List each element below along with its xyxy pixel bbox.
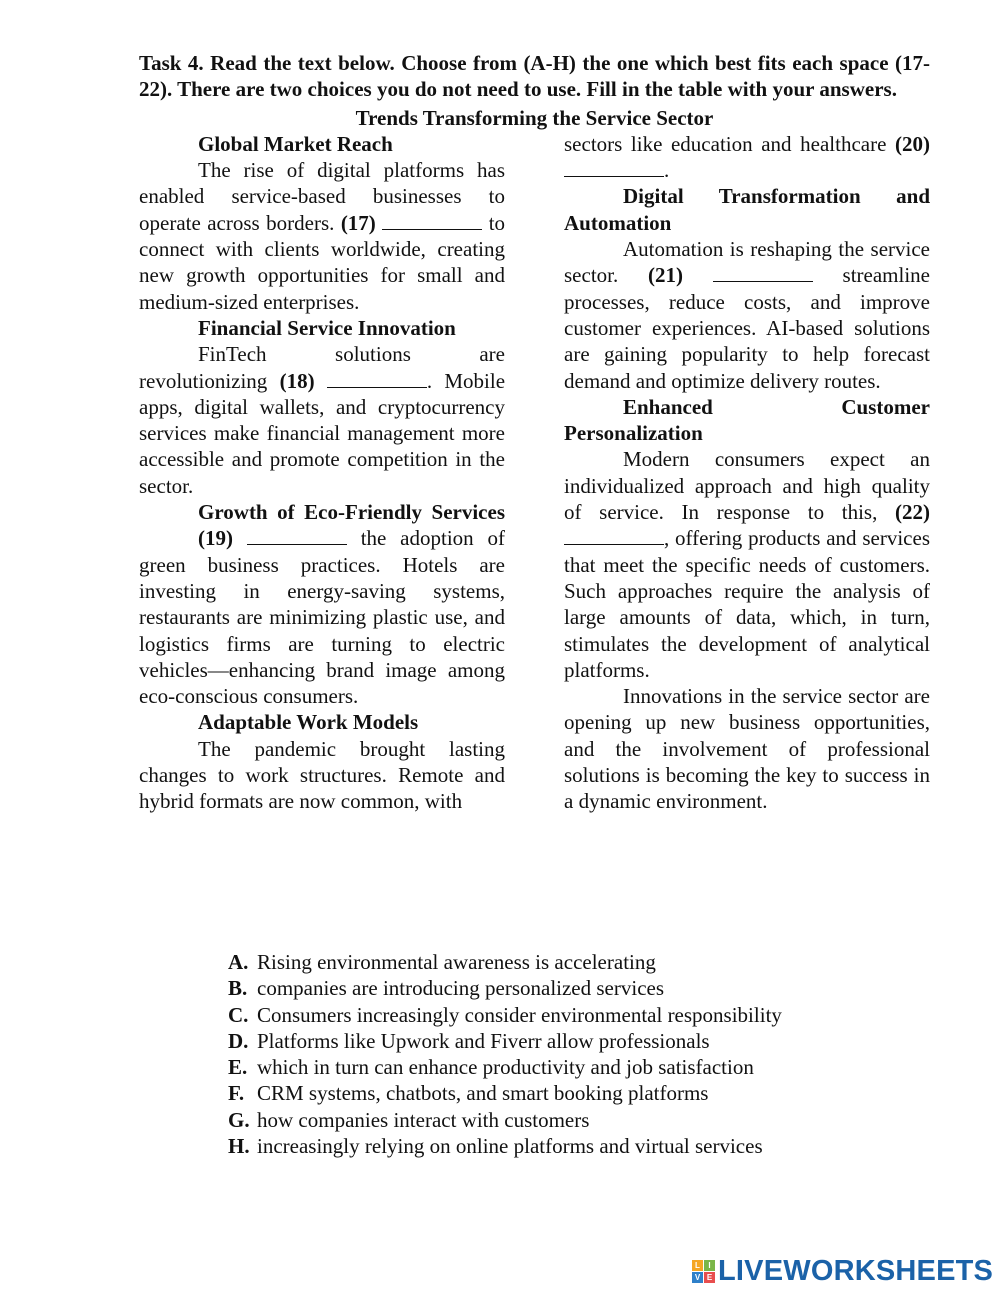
heading-adaptable-work-models: Adaptable Work Models	[198, 710, 419, 735]
gap-19-blank[interactable]	[247, 527, 347, 545]
task-instruction: Task 4. Read the text below. Choose from (A-H) the one which best fits each space (17-22). There are two choices you do not need to use. Fill in the table with your answers.	[139, 51, 930, 102]
gap-18-blank[interactable]	[327, 370, 427, 388]
gap-22-blank[interactable]	[564, 527, 664, 545]
heading-customer-personalization: Enhanced Customer Personalization	[564, 394, 930, 446]
heading-eco-friendly-services: Growth of Eco-Friendly Services	[198, 500, 505, 525]
right-column	[564, 131, 930, 815]
gap-20-blank[interactable]	[564, 159, 664, 177]
paragraph-conclusion: Innovations in the service sector are opening up new business opportunities, and the involvement of professional solutions is becoming the key to success in a dynamic environment.	[564, 684, 930, 814]
logo-mark-e: E	[704, 1272, 715, 1283]
gap-17-label: (17)	[340, 210, 376, 235]
liveworksheets-logo-icon	[692, 1260, 715, 1283]
gap-17-blank[interactable]	[382, 212, 482, 230]
paragraph-financial-service-innovation: FinTech solutions are revolutionizing (18) . Mobile apps, digital wallets, and cryptocurrency services make financial management more accessible and promote competition in the sector.	[139, 342, 506, 498]
paragraph-digital-transformation: Automation is reshaping the service sector. (21) streamline processes, reduce costs, and improve customer experiences. AI-based solutions are gaining popularity to help forecast demand and optimize delivery routes.	[564, 237, 930, 393]
paragraph-eco-friendly-services: (19) the adoption of green business practices. Hotels are investing in energy-saving systems, restaurants are minimizing plastic use, and logistics firms are turning to electric vehicles—enhancing brand image among eco-conscious consumers.	[139, 526, 506, 709]
gap-21-label: (21)	[648, 263, 683, 288]
gap-18-label: (18)	[279, 368, 315, 393]
logo-mark-v: V	[692, 1272, 703, 1283]
logo-mark-i: I	[704, 1260, 715, 1271]
liveworksheets-logo-text: LIVEWORKSHEETS	[718, 1255, 994, 1287]
logo-mark-l: L	[692, 1260, 703, 1271]
answer-options	[228, 949, 782, 1159]
paragraph-adaptable-work-models: The pandemic brought lasting changes to work structures. Remote and hybrid formats are now common, with	[139, 736, 505, 814]
option-a: A. Rising environmental awareness is accelerating	[228, 950, 656, 974]
option-h: H. increasingly relying on online platforms and virtual services	[228, 1134, 763, 1159]
paragraph-adaptable-work-models-continued: sectors like education and healthcare (20) .	[564, 131, 930, 183]
gap-22-label: (22)	[895, 500, 931, 525]
paragraph-customer-personalization: Modern consumers expect an individualized approach and high quality of service. In response to this, (22) , offering products and services that meet the specific needs of customers. Such approaches require the analysis of large amounts of data, which, in turn, stimulates the development of analytical platforms.	[564, 447, 931, 682]
liveworksheets-logo	[692, 1255, 993, 1288]
worksheet-page	[139, 50, 930, 815]
text-columns	[139, 131, 930, 815]
gap-20-label: (20)	[895, 131, 930, 156]
gap-19-label: (19)	[198, 526, 233, 551]
heading-global-market-reach: Global Market Reach	[198, 131, 393, 156]
text-title: Trends Transforming the Service Sector	[355, 105, 714, 130]
heading-financial-service-innovation: Financial Service Innovation	[198, 315, 456, 340]
gap-21-blank[interactable]	[713, 264, 813, 282]
option-b: B. companies are introducing personalized services	[228, 976, 665, 1001]
left-column	[139, 131, 505, 815]
option-g: G. how companies interact with customers	[228, 1107, 590, 1132]
option-c: C. Consumers increasingly consider environmental responsibility	[228, 1002, 782, 1027]
option-e: E. which in turn can enhance productivity and job satisfaction	[228, 1055, 754, 1080]
option-d: D. Platforms like Upwork and Fiverr allow professionals	[228, 1028, 710, 1053]
heading-digital-transformation: Digital Transformation and Automation	[564, 184, 930, 235]
paragraph-global-market-reach: The rise of digital platforms has enabled service-based businesses to operate across borders. (17) to connect with clients worldwide, creating new growth opportunities for small and medium-sized enterprises.	[139, 158, 506, 314]
option-f: F. CRM systems, chatbots, and smart booking platforms	[228, 1081, 709, 1106]
